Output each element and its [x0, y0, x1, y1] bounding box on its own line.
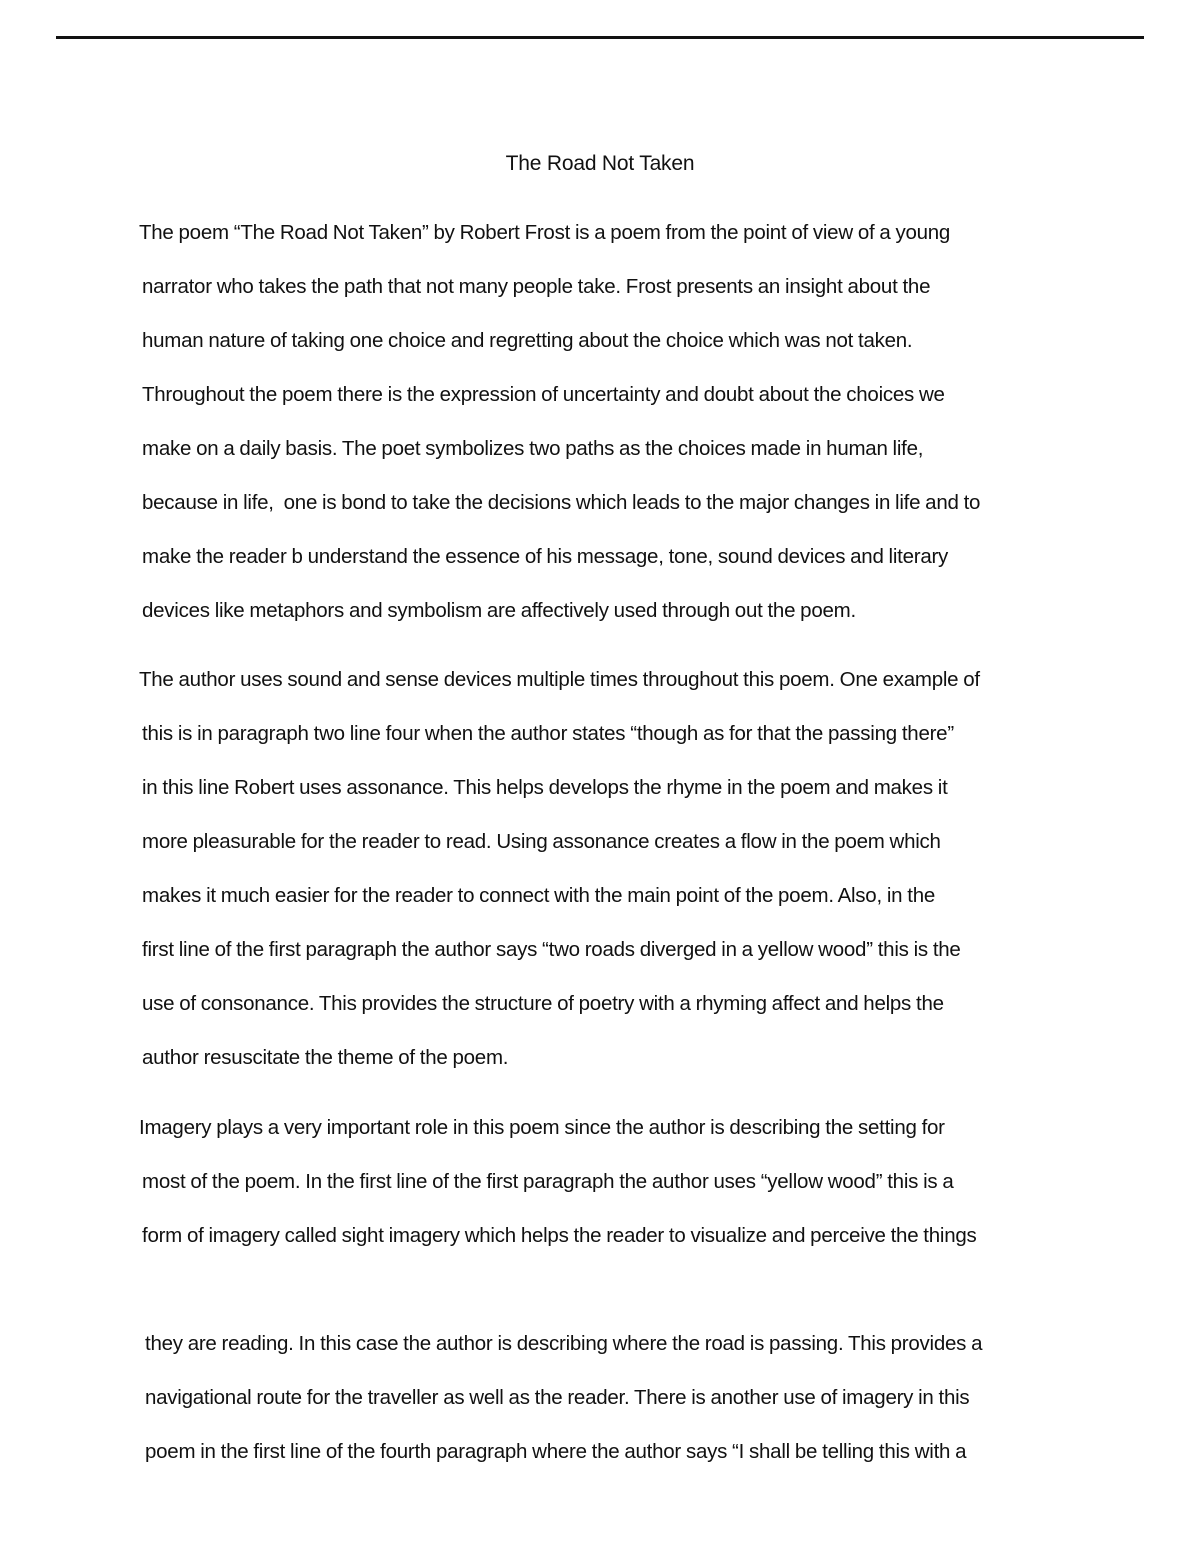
paragraph-3-line-1: Imagery plays a very important role in this poem since the author is describing the setting for: [139, 1116, 945, 1139]
paragraph-3-line-5: navigational route for the traveller as well as the reader. There is another use of imagery in this: [145, 1386, 970, 1409]
document-title: The Road Not Taken: [505, 152, 695, 175]
top-rule-divider: [56, 36, 1144, 39]
paragraph-3-line-4: they are reading. In this case the author is describing where the road is passing. This provides a: [145, 1332, 983, 1355]
paragraph-2-line-7: use of consonance. This provides the structure of poetry with a rhyming affect and helps the: [142, 992, 944, 1015]
paragraph-3-line-6: poem in the first line of the fourth paragraph where the author says “I shall be telling this with a: [145, 1440, 967, 1463]
paragraph-2-line-6: first line of the first paragraph the author says “two roads diverged in a yellow wood” this is the: [142, 938, 961, 961]
paragraph-2-line-3: in this line Robert uses assonance. This helps develops the rhyme in the poem and makes it: [142, 776, 948, 799]
paragraph-1-line-7: make the reader b understand the essence of his message, tone, sound devices and literary: [142, 545, 949, 568]
paragraph-1-line-2: narrator who takes the path that not many people take. Frost presents an insight about the: [142, 275, 931, 298]
paragraph-1-line-6: because in life, one is bond to take the decisions which leads to the major changes in life and to: [142, 491, 981, 514]
paragraph-1-line-3: human nature of taking one choice and regretting about the choice which was not taken.: [142, 329, 913, 352]
paragraph-2-line-4: more pleasurable for the reader to read. Using assonance creates a flow in the poem which: [142, 830, 941, 853]
paragraph-3-line-2: most of the poem. In the first line of the first paragraph the author uses “yellow wood” this is a: [142, 1170, 954, 1193]
paragraph-1-line-1: The poem “The Road Not Taken” by Robert Frost is a poem from the point of view of a young: [139, 221, 951, 244]
paragraph-2-line-2: this is in paragraph two line four when the author states “though as for that the passing there”: [142, 722, 954, 745]
paragraph-3-line-3: form of imagery called sight imagery which helps the reader to visualize and perceive the things: [142, 1224, 977, 1247]
paragraph-1-line-4: Throughout the poem there is the expression of uncertainty and doubt about the choices we: [142, 383, 945, 406]
paragraph-1-line-8: devices like metaphors and symbolism are affectively used through out the poem.: [142, 599, 856, 622]
paragraph-2-line-8: author resuscitate the theme of the poem.: [142, 1046, 509, 1069]
paragraph-2-line-5: makes it much easier for the reader to connect with the main point of the poem. Also, in the: [142, 884, 935, 907]
paragraph-2-line-1: The author uses sound and sense devices multiple times throughout this poem. One example of: [139, 668, 980, 691]
paragraph-1-line-5: make on a daily basis. The poet symbolizes two paths as the choices made in human life,: [142, 437, 924, 460]
